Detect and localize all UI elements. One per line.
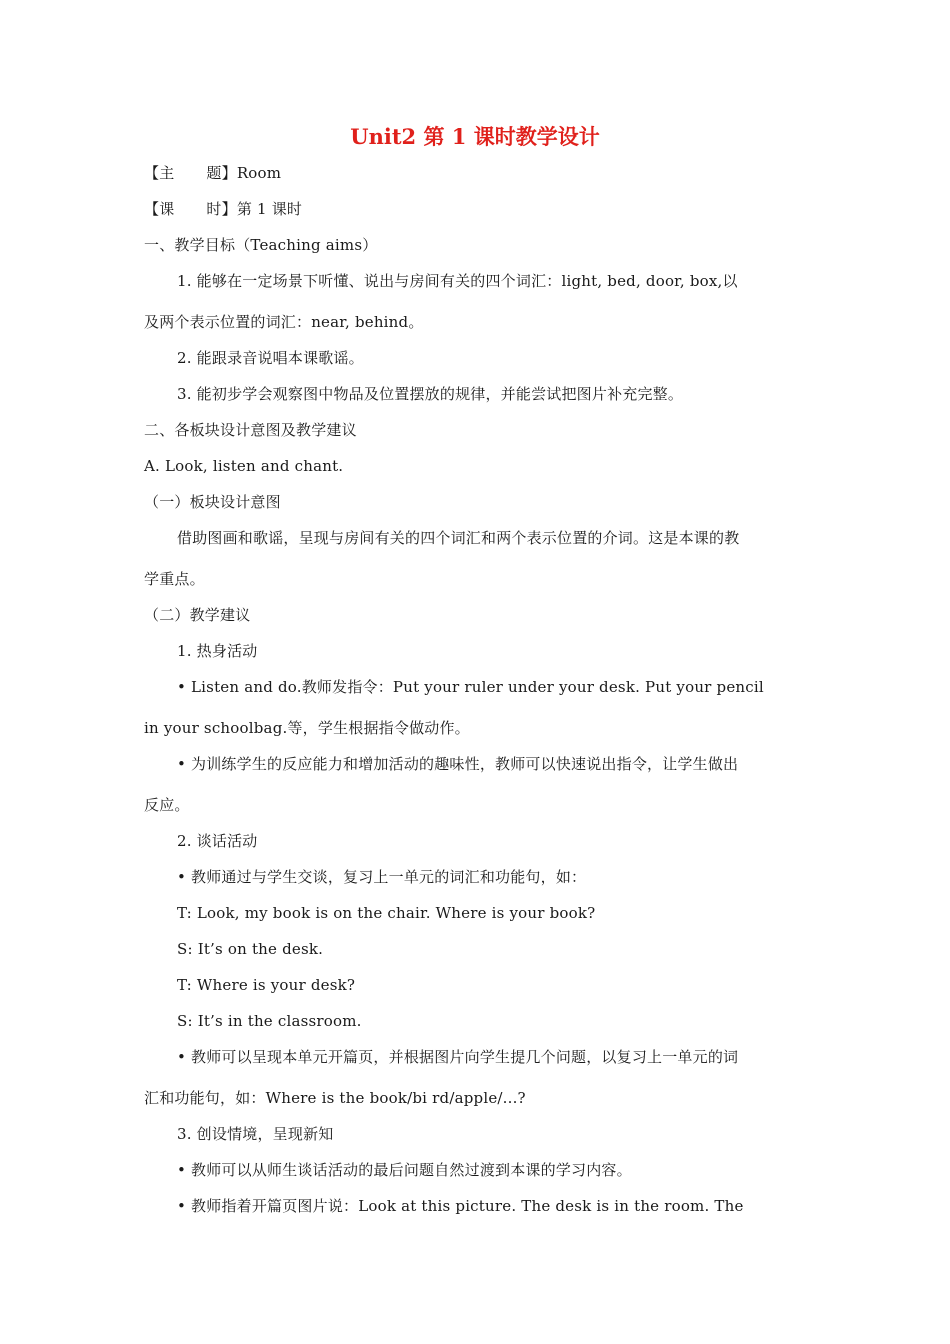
dialogue-line: S: It’s in the classroom. bbox=[177, 1012, 362, 1030]
bullet-line: • 教师可以呈现本单元开篇页，并根据图片向学生提几个问题，以复习上一单元的词 bbox=[177, 1048, 739, 1066]
list-heading: 2. 谈话活动 bbox=[177, 832, 258, 850]
list-heading: 3. 创设情境，呈现新知 bbox=[177, 1125, 334, 1143]
list-heading: 1. 热身活动 bbox=[177, 642, 258, 660]
subsection-heading: （二）教学建议 bbox=[144, 606, 251, 624]
theme-value: Room bbox=[236, 164, 282, 182]
meta-theme bbox=[144, 161, 806, 185]
document-title: Unit2 第 1 课时教学设计 bbox=[350, 124, 600, 149]
dialogue-line: S: It’s on the desk. bbox=[177, 940, 324, 958]
bullet-line: • Listen and do.教师发指令：Put your ruler under your desk. Put your pencil bbox=[177, 678, 764, 696]
dialogue-line: T: Look, my book is on the chair. Where is your book? bbox=[177, 904, 596, 922]
theme-label-a: 【主 bbox=[144, 164, 175, 182]
dialogue-line: T: Where is your desk? bbox=[177, 976, 356, 994]
bullet-line: • 教师指着开篇页图片说：Look at this picture. The desk is in the room. The bbox=[177, 1197, 744, 1215]
paragraph-line: 2. 能跟录音说唱本课歌谣。 bbox=[177, 349, 364, 367]
theme-label-b: 题】 bbox=[206, 164, 237, 182]
period-label-b: 时】 bbox=[206, 200, 237, 218]
subsection-heading: （一）板块设计意图 bbox=[144, 493, 281, 511]
section-heading: 二、各板块设计意图及教学建议 bbox=[144, 421, 357, 439]
paragraph-line: 及两个表示位置的词汇：near, behind。 bbox=[144, 313, 424, 331]
subsection-heading: A. Look, listen and chant. bbox=[144, 457, 344, 475]
bullet-line: • 为训练学生的反应能力和增加活动的趣味性，教师可以快速说出指令，让学生做出 bbox=[177, 755, 739, 773]
bullet-line: • 教师可以从师生谈话活动的最后问题自然过渡到本课的学习内容。 bbox=[177, 1161, 632, 1179]
paragraph-line: 汇和功能句，如：Where is the book/bi rd/apple/...? bbox=[144, 1089, 526, 1107]
paragraph-line: 借助图画和歌谣，呈现与房间有关的四个词汇和两个表示位置的介词。这是本课的教 bbox=[177, 529, 740, 547]
section-heading: 一、教学目标（Teaching aims） bbox=[144, 236, 378, 254]
paragraph-line: 学重点。 bbox=[144, 570, 205, 588]
paragraph-line: 1. 能够在一定场景下听懂、说出与房间有关的四个词汇：light, bed, door, box,以 bbox=[177, 272, 738, 290]
period-value: 第 1 课时 bbox=[236, 200, 303, 218]
paragraph-line: in your schoolbag.等，学生根据指令做动作。 bbox=[144, 719, 470, 737]
meta-period bbox=[144, 197, 806, 221]
bullet-line: • 教师通过与学生交谈，复习上一单元的词汇和功能句，如： bbox=[177, 868, 587, 886]
period-label-a: 【课 bbox=[144, 200, 175, 218]
paragraph-line: 3. 能初步学会观察图中物品及位置摆放的规律，并能尝试把图片补充完整。 bbox=[177, 385, 684, 403]
paragraph-line: 反应。 bbox=[144, 796, 190, 814]
